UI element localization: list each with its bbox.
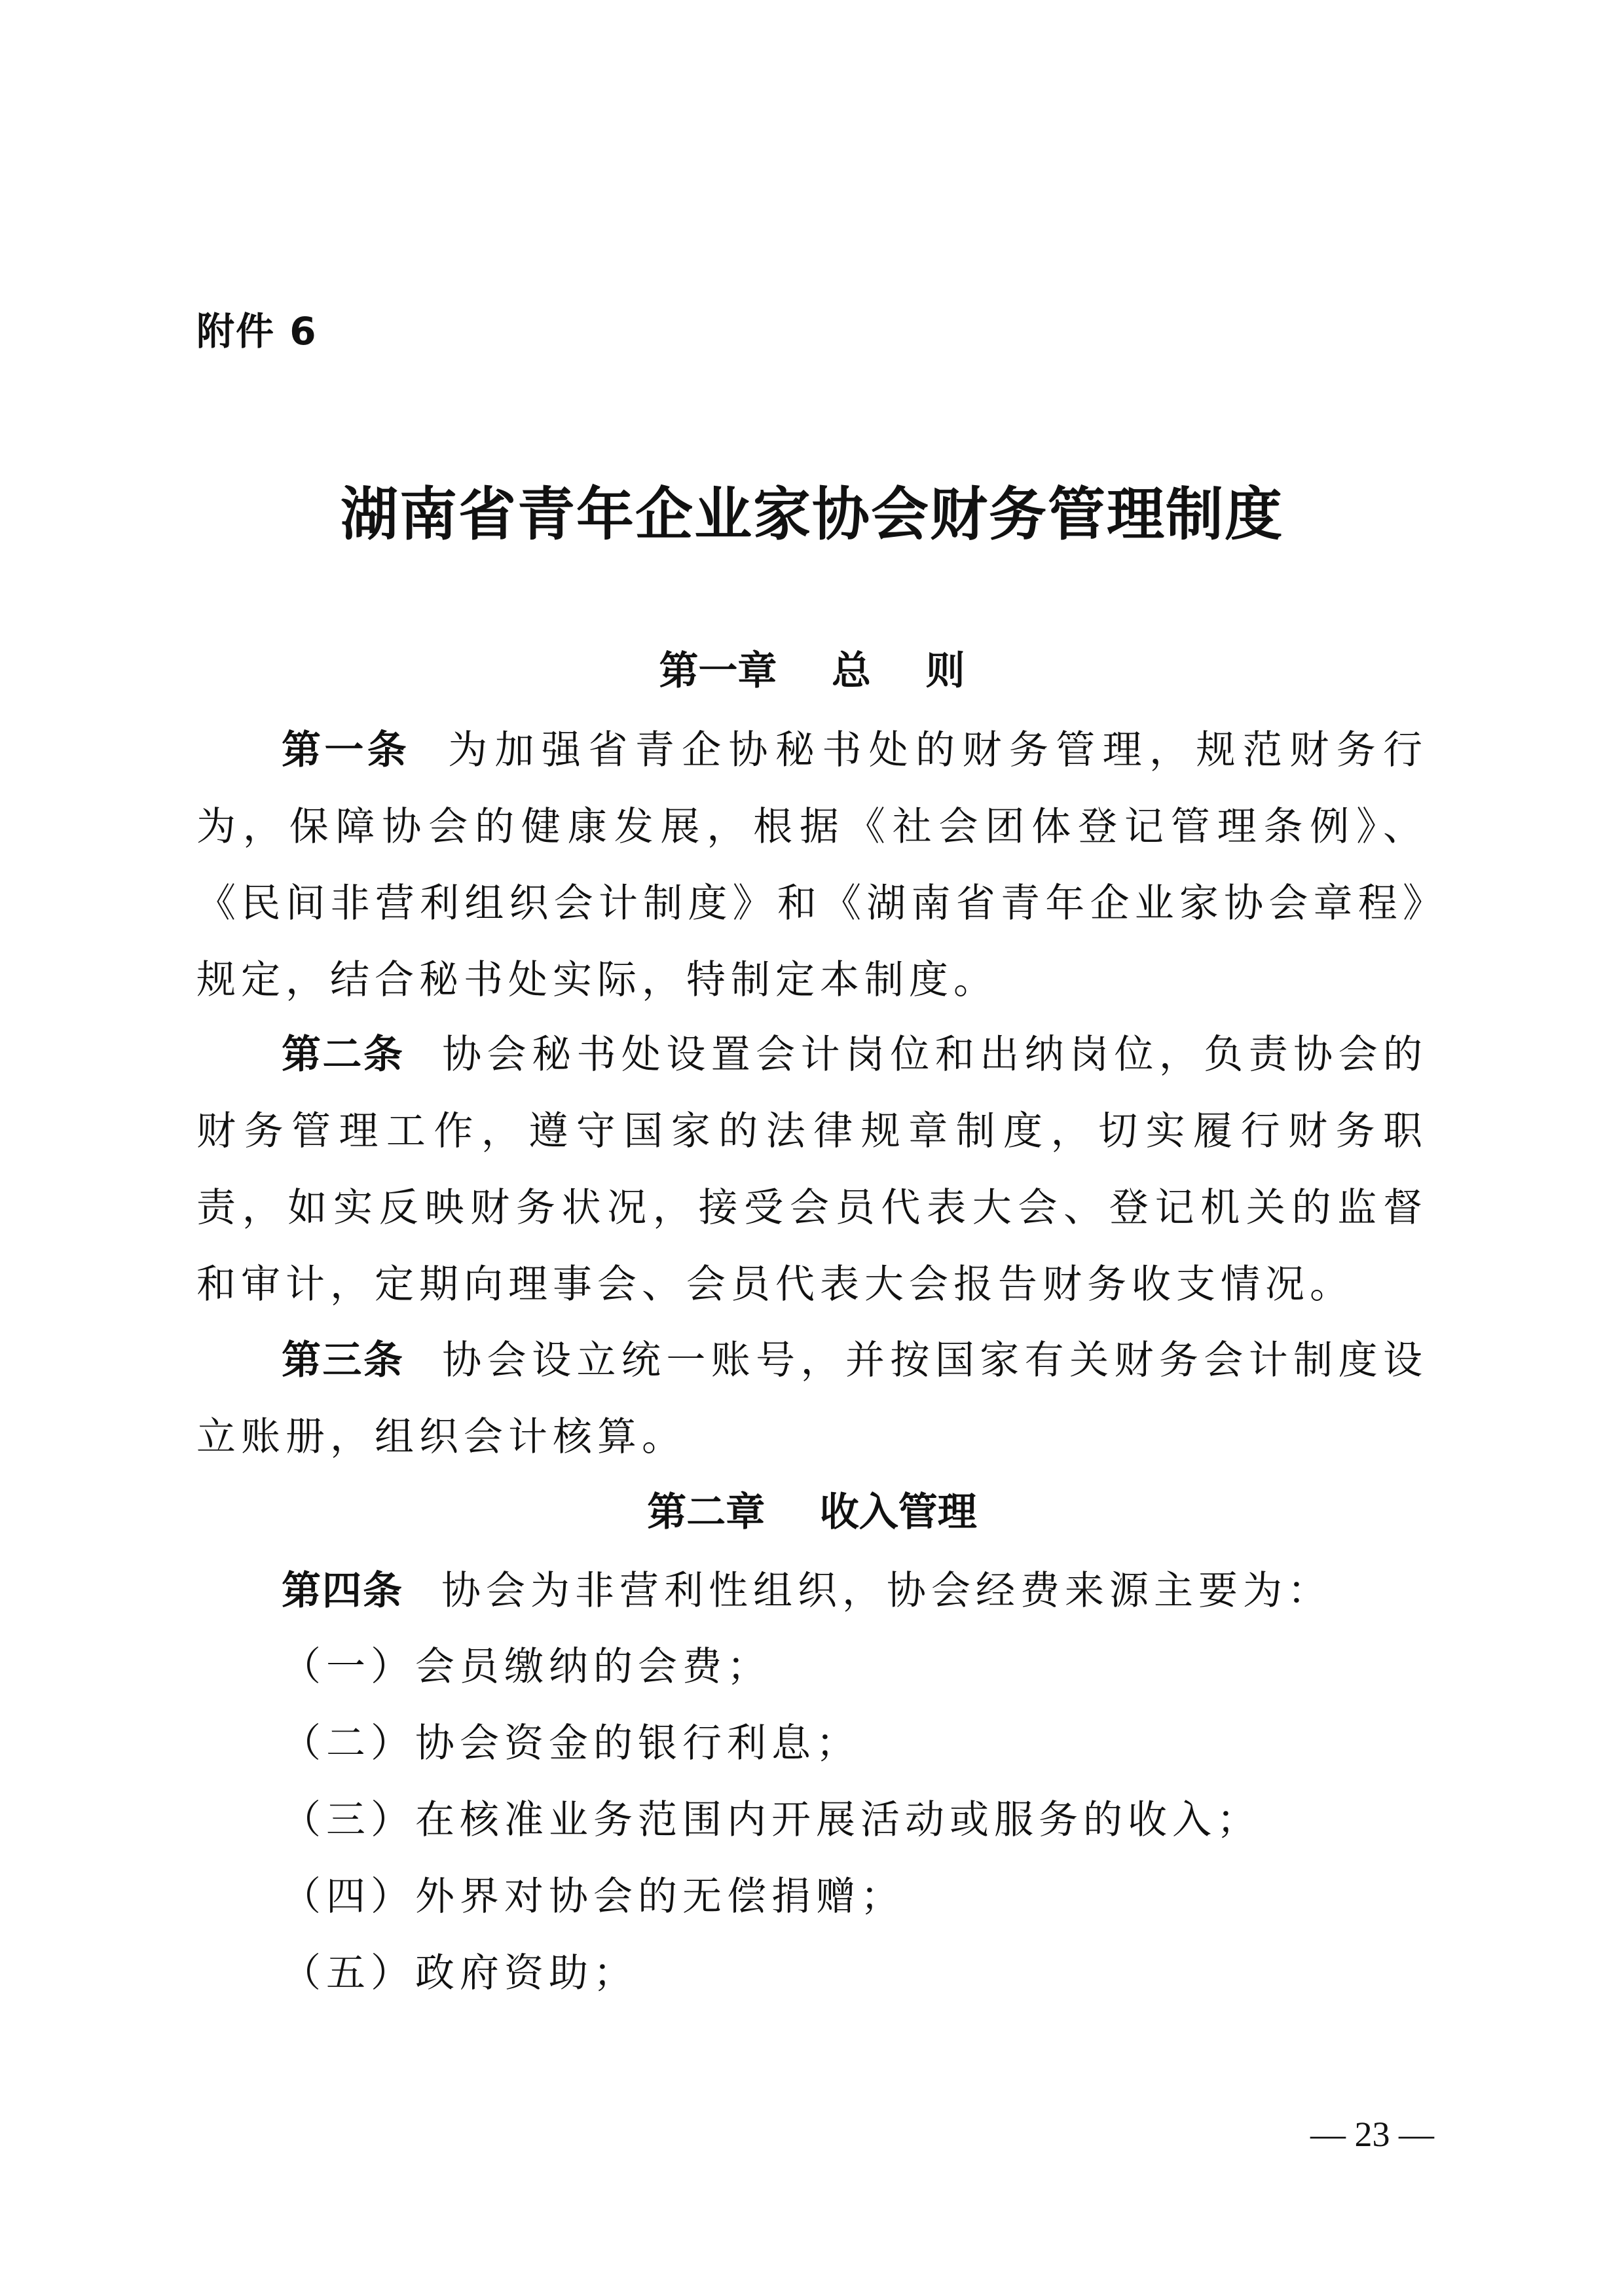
article-label: 第三条 xyxy=(282,1338,405,1383)
chapter-heading-1: 第一章 总 则 xyxy=(659,648,965,694)
article-text: 协会秘书处设置会计岗位和出纳岗位，负责协会的财务管理工作，遵守国家的法律规章制度，切实履行财务职责，如实反映财务状况，接受会员代表大会、登记机关的监督和审计，定期向理事会、会员代表大会报告财务收支情况。 xyxy=(196,1032,1428,1307)
income-source-list xyxy=(282,1629,1261,2012)
list-item: （五）政府资助； xyxy=(282,1950,638,1996)
article-label: 第四条 xyxy=(282,1568,403,1614)
article-3 xyxy=(196,1322,1428,1476)
attachment-label: 附件 6 xyxy=(196,309,318,354)
article-1 xyxy=(196,712,1428,1019)
list-item: （一）会员缴纳的会费； xyxy=(282,1644,771,1690)
chapter-heading-2: 第二章 收入管理 xyxy=(647,1489,977,1535)
article-text: 协会设立统一账号，并按国家有关财务会计制度设立账册，组织会计核算。 xyxy=(196,1338,1428,1460)
list-item: （四）外界对协会的无偿捐赠； xyxy=(282,1874,905,1920)
list-item: （二）协会资金的银行利息； xyxy=(282,1721,860,1766)
article-text: 协会为非营利性组织，协会经费来源主要为： xyxy=(441,1568,1332,1614)
list-item: （三）在核准业务范围内开展活动或服务的收入； xyxy=(282,1797,1261,1843)
document-title: 湖南省青年企业家协会财务管理制度 xyxy=(340,480,1283,548)
article-text: 为加强省青企协秘书处的财务管理，规范财务行为，保障协会的健康发展，根据《社会团体登记管理条例》、《民间非营利组织会计制度》和《湖南省青年企业家协会章程》规定，结合秘书处实际，特制定本制度。 xyxy=(196,727,1428,1003)
article-label: 第二条 xyxy=(282,1032,405,1078)
page-number: — 23 — xyxy=(1310,2115,1434,2154)
article-2 xyxy=(196,1017,1428,1323)
article-4 xyxy=(196,1553,1428,1630)
article-label: 第一条 xyxy=(282,727,411,773)
